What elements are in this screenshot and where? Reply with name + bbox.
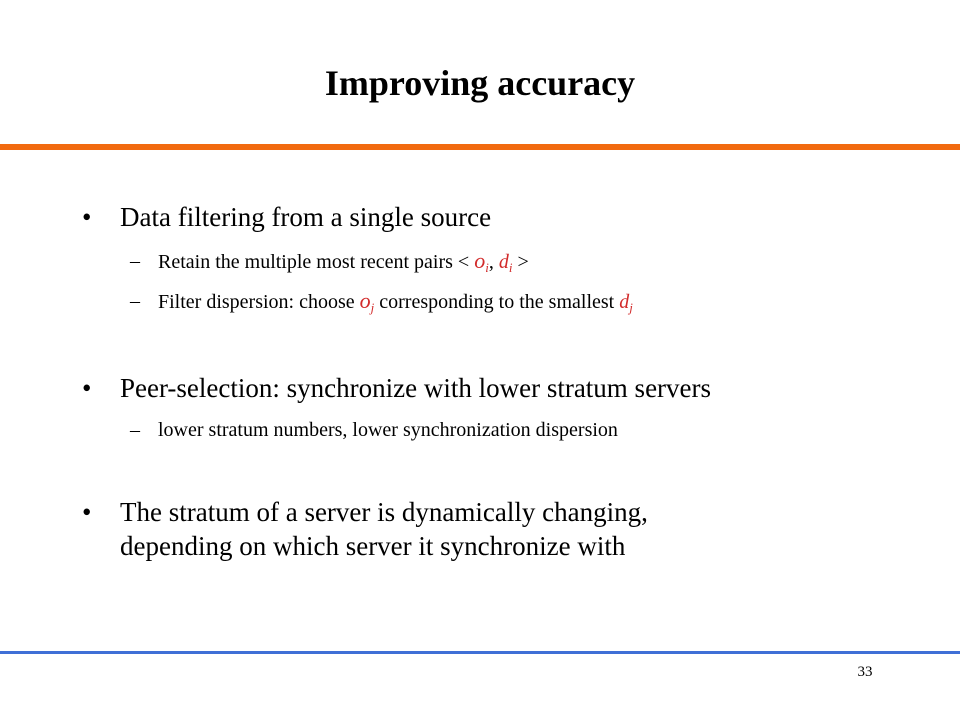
bullet-line-2: depending on which server it synchronize with: [120, 531, 626, 561]
bottom-divider: [0, 651, 960, 654]
open-bracket: <: [457, 251, 475, 273]
var-o-subscript: j: [370, 300, 375, 315]
var-o: o: [359, 288, 371, 313]
sub-bullet-dash: –: [130, 290, 140, 312]
bullet-text: [120, 495, 902, 563]
page-number: 33: [857, 664, 873, 680]
comma: ,: [488, 251, 499, 273]
bullet-marker: •: [82, 497, 92, 527]
bullet-line-1: The stratum of a server is dynamically changing,: [120, 497, 648, 527]
var-d: d: [498, 251, 509, 273]
sub-bullet-filter-dispersion: [130, 289, 930, 314]
var-o: o: [474, 248, 486, 273]
slide-title: Improving accuracy: [324, 63, 636, 103]
bullet-stratum-changing: [82, 495, 902, 563]
sub-bullet-dash: –: [130, 419, 140, 441]
top-divider: [0, 144, 960, 150]
close-bracket: >: [512, 251, 529, 273]
retain-prefix: Retain the multiple most recent pairs: [158, 251, 458, 273]
var-d-subscript: j: [629, 300, 633, 315]
sub-bullet-lower-stratum: [130, 418, 930, 442]
sub-bullet-text: [158, 249, 930, 274]
bullet-peer-selection: [82, 371, 902, 405]
bullet-text: Peer-selection: synchronize with lower stratum servers: [120, 373, 712, 403]
sub-bullet-retain-pairs: [130, 249, 930, 274]
bullet-data-filtering: [82, 200, 902, 234]
bullet-marker: •: [82, 373, 92, 403]
filter-middle: corresponding to the smallest: [374, 291, 620, 313]
bullet-marker: •: [82, 202, 92, 232]
sub-bullet-dash: –: [130, 250, 140, 272]
sub-bullet-text: [158, 289, 930, 314]
filter-prefix: Filter dispersion: choose: [158, 291, 360, 313]
var-d-subscript: i: [508, 260, 513, 275]
sub-bullet-text: lower stratum numbers, lower synchronization dispersion: [158, 419, 618, 441]
var-o-subscript: i: [485, 260, 489, 275]
bullet-text: Data filtering from a single source: [120, 202, 492, 232]
var-d: d: [619, 291, 630, 313]
